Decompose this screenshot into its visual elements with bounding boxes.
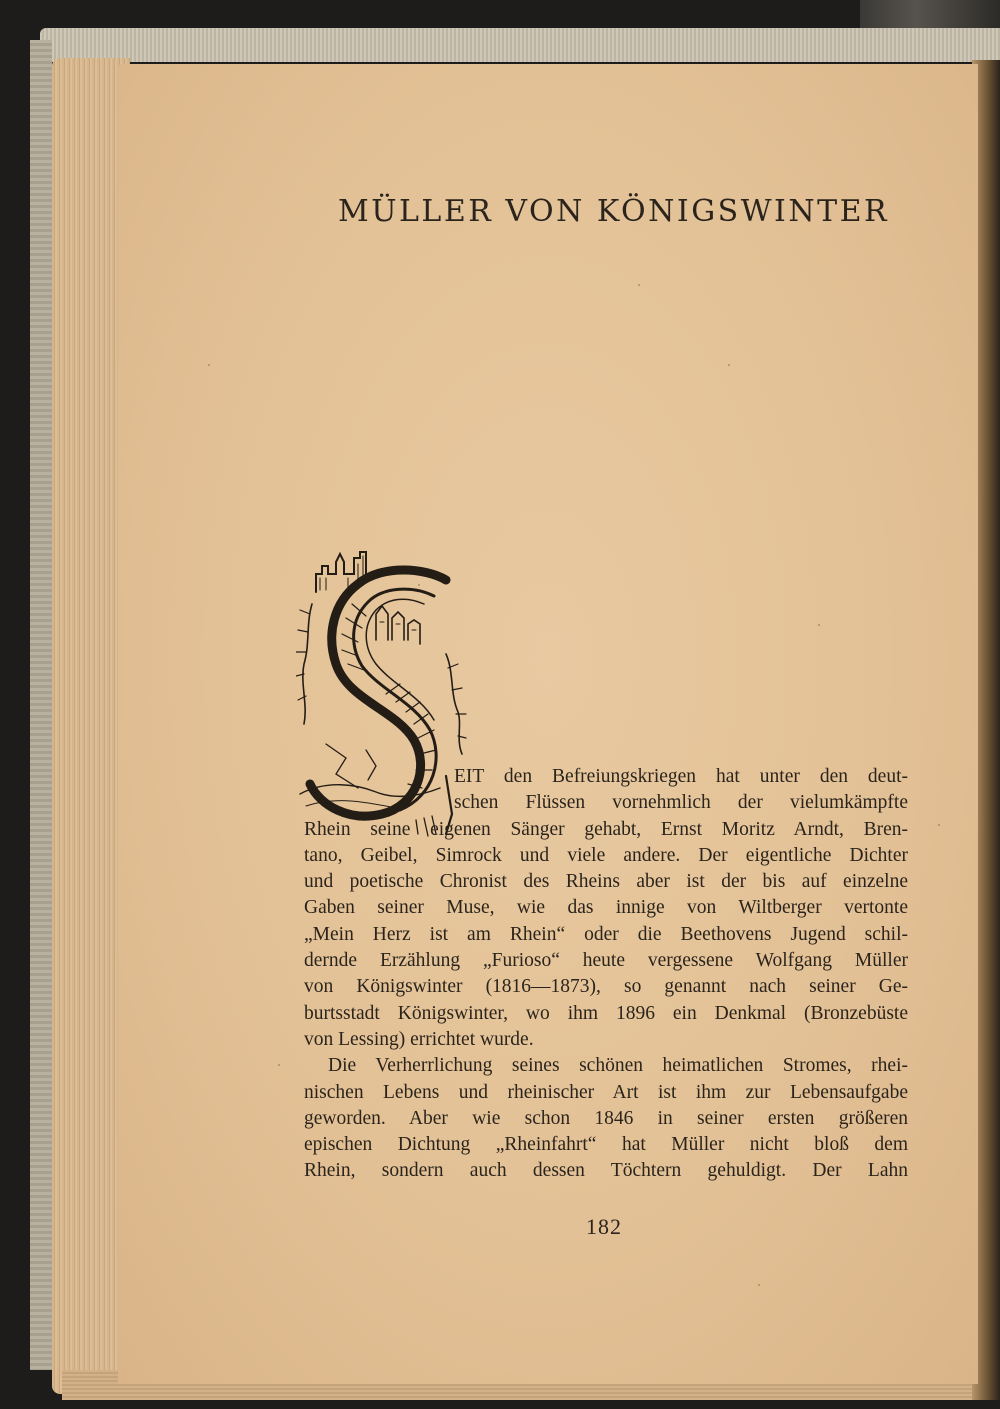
text-line: schen Flüssen vornehmlich der vielumkämpfte	[454, 792, 908, 814]
book-binding-top	[40, 28, 1000, 62]
text-line: tano, Geibel, Simrock und viele andere. Der eigentliche Dichter	[304, 844, 908, 866]
text-line: epischen Dichtung „Rheinfahrt“ hat Müller nicht bloß dem	[304, 1134, 908, 1156]
text-line: burtsstadt Königswinter, wo ihm 1896 ein Denkmal (Bronzebüste	[304, 1002, 908, 1024]
text-line: Rhein, sondern auch dessen Töchtern gehuldigt. Der Lahn	[304, 1160, 908, 1182]
paper-speck	[728, 364, 730, 366]
text-line: dernde Erzählung „Furioso“ heute vergessene Wolfgang Müller	[304, 950, 908, 972]
chapter-title: MÜLLER VON KÖNIGSWINTER	[338, 194, 890, 229]
text-line: von Lessing) errichtet wurde.	[304, 1028, 534, 1050]
book-page	[118, 64, 978, 1384]
paper-speck	[758, 1284, 760, 1286]
book-cover-edge	[30, 40, 52, 1370]
text-line: Gaben seiner Muse, wie das innige von Wiltberger vertonte	[304, 897, 908, 919]
text-line: Die Verherrlichung seines schönen heimatlichen Stromes, rhei-	[328, 1055, 908, 1077]
text-line: Rhein seine eigenen Sänger gehabt, Ernst Moritz Arndt, Bren-	[304, 818, 908, 840]
paper-speck	[938, 824, 940, 826]
paper-speck	[418, 584, 420, 586]
text-line: nischen Lebens und rheinischer Art ist ihm zur Lebensaufgabe	[304, 1081, 908, 1103]
text-line: von Königswinter (1816—1873), so genannt nach seiner Ge-	[304, 976, 908, 998]
page-number: 182	[586, 1214, 622, 1239]
text-line: „Mein Herz ist am Rhein“ oder die Beethovens Jugend schil-	[304, 923, 908, 945]
text-line: und poetische Chronist des Rheins aber ist der bis auf einzelne	[304, 871, 908, 893]
text-line: geworden. Aber wie schon 1846 in seiner ersten größeren	[304, 1107, 908, 1129]
body-text	[304, 764, 908, 1185]
text-line: EIT den Befreiungskriegen hat unter den deut-	[454, 766, 908, 787]
paper-speck	[818, 624, 820, 626]
paper-speck	[278, 1064, 280, 1066]
paper-speck	[638, 284, 640, 286]
paper-speck	[208, 364, 210, 366]
